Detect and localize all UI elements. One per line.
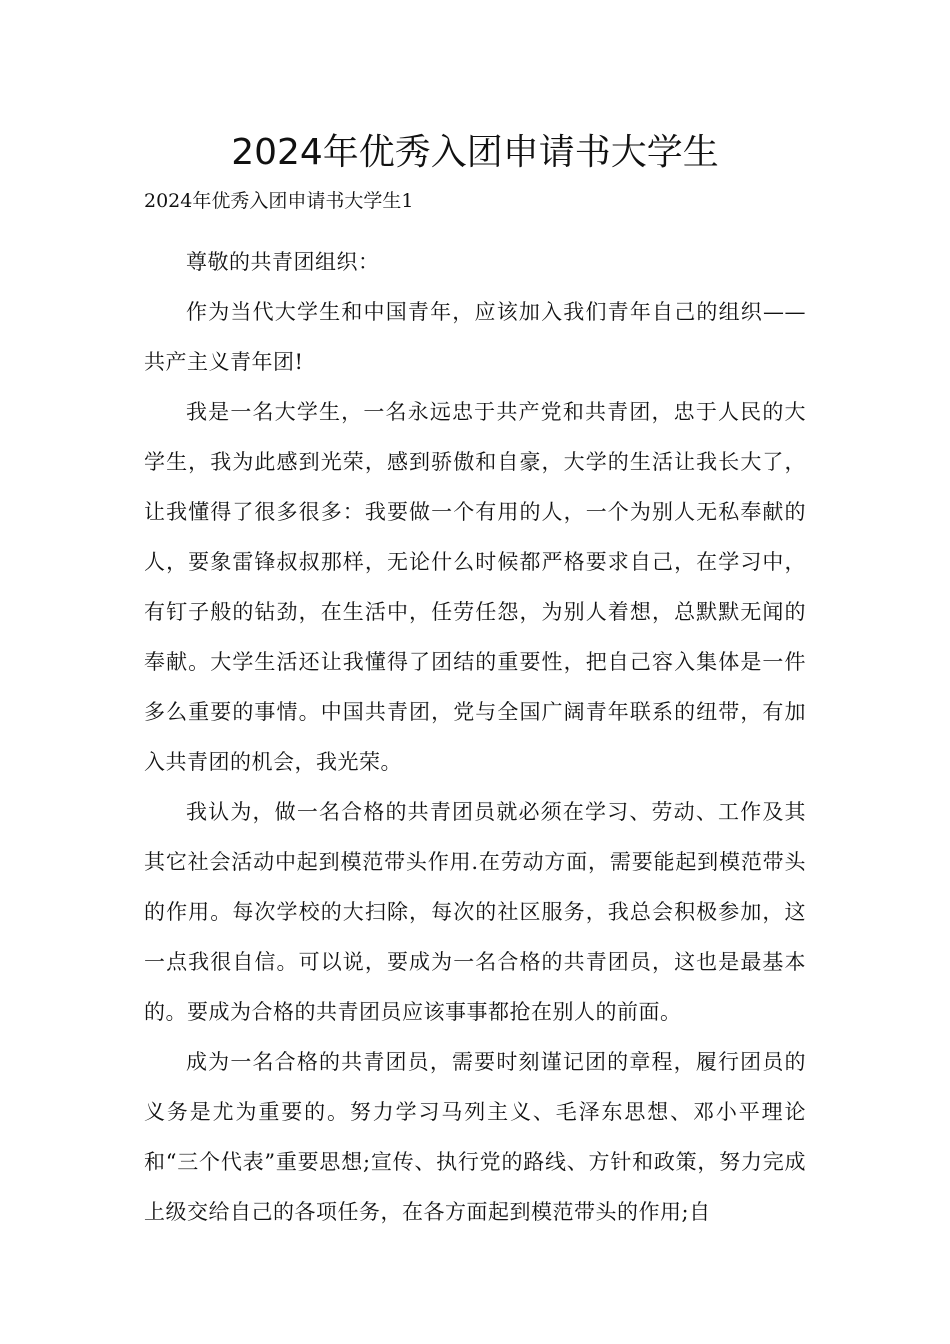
paragraph-role-model: 我认为，做一名合格的共青团员就必须在学习、劳动、工作及其其它社会活动中起到模范带头作用.在劳动方面，需要能起到模范带头的作用。每次学校的大扫除，每次的社区服务，我总会积极参加，这一点我很自信。可以说，要成为一名合格的共青团员，这也是最基本的。要成为合格的共青团员应该事事都抢在别人的前面。	[144, 800, 806, 1024]
paragraph-self: 我是一名大学生，一名永远忠于共产党和共青团，忠于人民的大学生，我为此感到光荣，感到骄傲和自豪，大学的生活让我长大了，让我懂得了很多很多：我要做一个有用的人，一个为别人无私奉献的人，要象雷锋叔叔那样，无论什么时候都严格要求自己，在学习中，有钉子般的钻劲，在生活中，任劳任怨，为别人着想，总默默无闻的奉献。大学生活还让我懂得了团结的重要性，把自己容入集体是一件多么重要的事情。中国共青团，党与全国广阔青年联系的纽带，有加入共青团的机会，我光荣。	[144, 400, 806, 774]
salutation: 尊敬的共青团组织：	[186, 250, 380, 274]
document-subtitle: 2024年优秀入团申请书大学生1	[144, 190, 414, 212]
document-body	[144, 237, 806, 1237]
document-title: 2024年优秀入团申请书大学生	[231, 132, 719, 173]
paragraph-duties: 成为一名合格的共青团员，需要时刻谨记团的章程，履行团员的义务是尤为重要的。努力学习马列主义、毛泽东思想、邓小平理论和“三个代表”重要思想;宣传、执行党的路线、方针和政策，努力完成上级交给自己的各项任务，在各方面起到模范带头的作用;自	[144, 1050, 806, 1224]
paragraph-intro: 作为当代大学生和中国青年，应该加入我们青年自己的组织——共产主义青年团!	[144, 300, 806, 374]
